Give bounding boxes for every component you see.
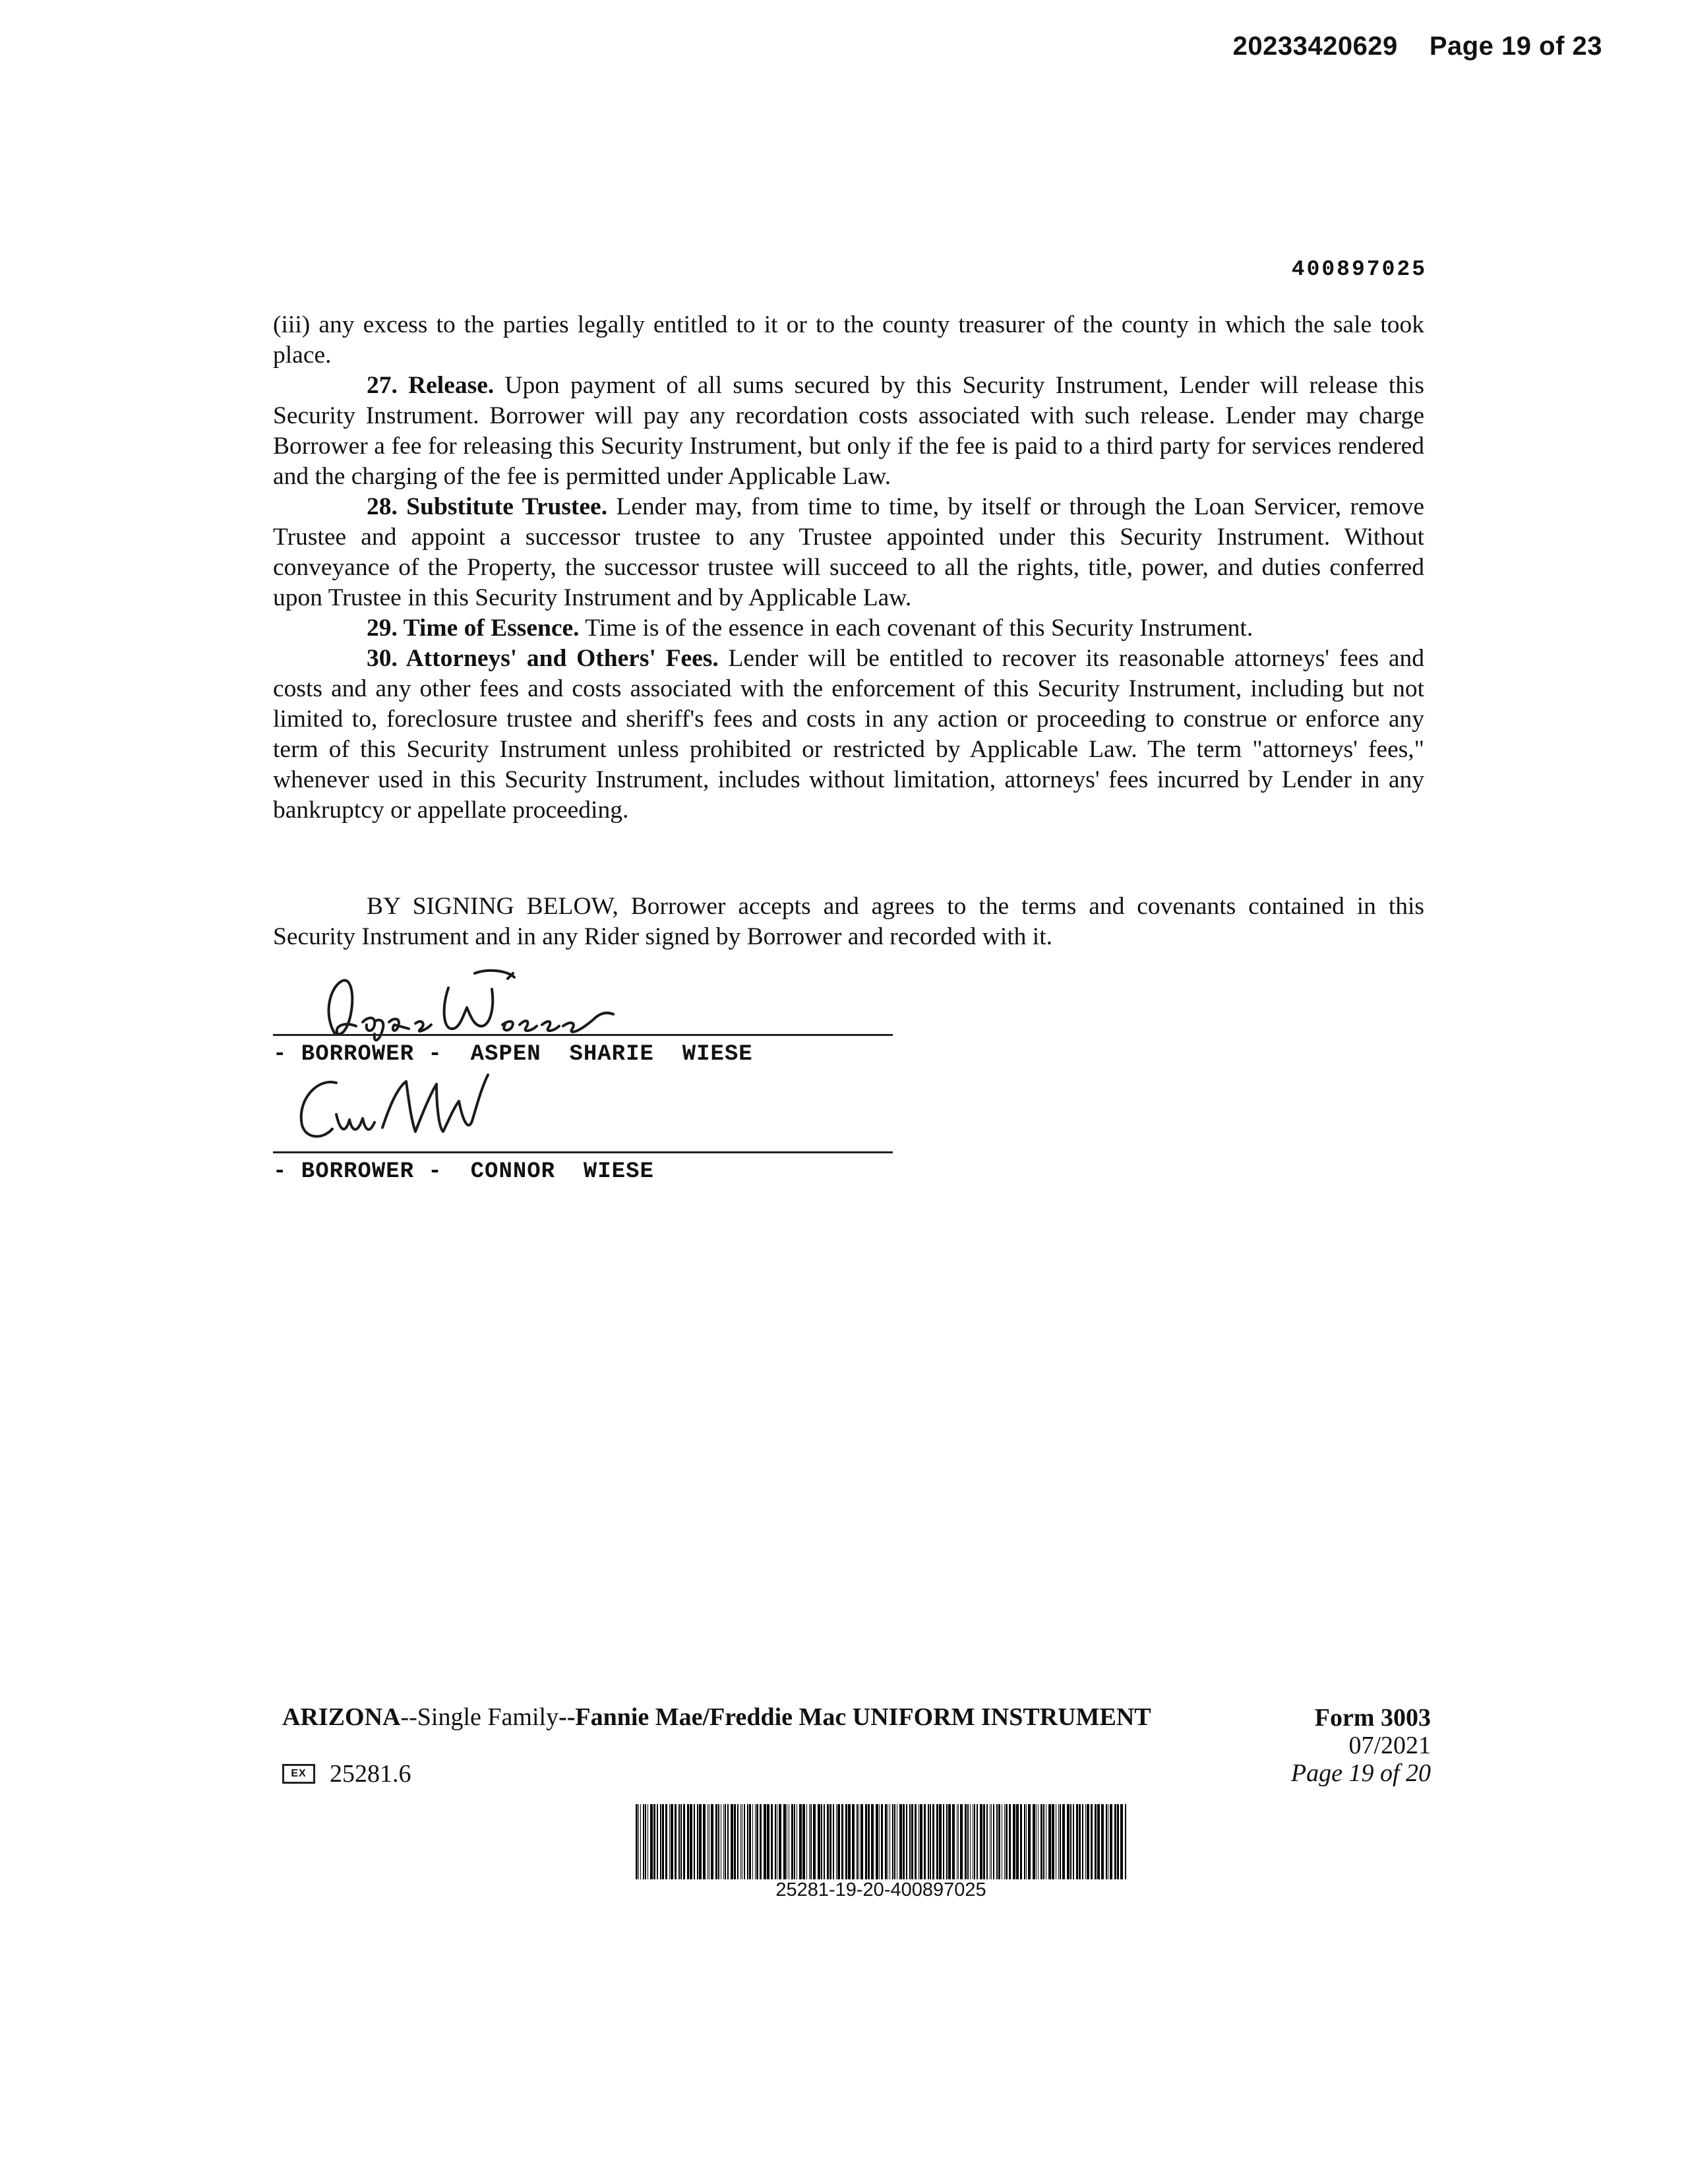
barcode-bar [857, 1804, 858, 1879]
barcode-bar [1026, 1804, 1027, 1879]
barcode-bar [1091, 1804, 1093, 1879]
section-30 [273, 644, 1424, 826]
barcode-bar [779, 1804, 781, 1879]
barcode-bar [915, 1804, 917, 1879]
barcode-bar [715, 1804, 717, 1879]
barcode-bar [829, 1804, 831, 1879]
barcode-bar [662, 1804, 664, 1879]
barcode-bar [752, 1804, 753, 1879]
barcode-bar [991, 1804, 992, 1879]
barcode-bar [998, 1804, 1000, 1879]
barcode-bar [848, 1804, 851, 1879]
section-29 [273, 613, 1424, 644]
barcode-bar [983, 1804, 985, 1879]
barcode-bar [671, 1804, 673, 1879]
barcode-bar [1082, 1804, 1083, 1879]
barcode-bar [1076, 1804, 1078, 1879]
form-title [282, 1703, 1151, 1732]
barcode-bar [1087, 1804, 1089, 1879]
loan-number: 400897025 [1291, 257, 1427, 282]
barcode-bar [885, 1804, 887, 1879]
barcode-bar [1085, 1804, 1086, 1879]
form-date: 07/2021 [1348, 1732, 1431, 1759]
barcode-bar [906, 1804, 907, 1879]
barcode-bar [930, 1804, 931, 1879]
barcode-bar [723, 1804, 724, 1879]
borrower-label-1: - BORROWER - ASPEN SHARIE WIESE [273, 1042, 753, 1067]
section-29-text: Time is of the essence in each covenant of this Security Instrument. [579, 615, 1253, 642]
section-30-heading: 30. Attorneys' and Others' Fees. [367, 645, 719, 672]
barcode-bar [1043, 1804, 1044, 1879]
barcode-bar [760, 1804, 762, 1879]
ex-document-icon: EX [282, 1764, 315, 1784]
barcode-bar [965, 1804, 967, 1879]
barcode-bar [928, 1804, 929, 1879]
barcode-bar [892, 1804, 893, 1879]
barcode-bar [824, 1804, 825, 1879]
barcode-bar [943, 1804, 944, 1879]
barcode-bar [894, 1804, 895, 1879]
paragraph-iii: (iii) any excess to the parties legally entitled to it or to the county treasurer of the county in which the sale took place. [273, 311, 1424, 369]
section-27 [273, 371, 1424, 492]
barcode-bar [871, 1804, 874, 1879]
barcode-bar [678, 1804, 680, 1879]
document-body [273, 310, 1424, 826]
section-30-text: Lender will be entitled to recover its reasonable attorneys' fees and costs and any other fees and costs associated with the enforcement of this Security Instrument, including but not limited to, foreclosure trustee and sheriff's fees and costs in any action or proceeding to construe or enforce any term of this Security Instrument unless prohibited or restricted by Applicable Law. The term "attorneys' fees," whenever used in this Security Instrument, includes without limitation, attorneys' fees incurred by Lender in any bankruptcy or appellate proceeding. [273, 645, 1424, 824]
barcode-bar [1048, 1804, 1051, 1879]
barcode-bar [1036, 1804, 1037, 1879]
recording-number: 20233420629 [1232, 32, 1398, 61]
barcode-bar [699, 1804, 702, 1879]
barcode-bar [731, 1804, 733, 1879]
document-code-number: 25281.6 [330, 1760, 411, 1788]
section-29-heading: 29. Time of Essence. [367, 615, 580, 642]
barcode-bar [791, 1804, 793, 1879]
barcode-bar [657, 1804, 658, 1879]
barcode-bar [841, 1804, 843, 1879]
barcode-bar [924, 1804, 926, 1879]
barcode-bar [727, 1804, 729, 1879]
barcode-bar [697, 1804, 698, 1879]
barcode-bar [767, 1804, 769, 1879]
barcode-bar [775, 1804, 776, 1879]
barcode-bar [833, 1804, 834, 1879]
barcode-bar [876, 1804, 878, 1879]
barcode-bar [653, 1804, 655, 1879]
barcode-bar [1062, 1804, 1065, 1879]
barcode-bar [1079, 1804, 1081, 1879]
barcode-bar [970, 1804, 971, 1879]
barcode-bar [1058, 1804, 1059, 1879]
section-27-text: Upon payment of all sums secured by this Security Instrument, Lender will release this Security Instrument. Borrower will pay any recordation costs associated with such release. Lender may charge Borrower a fee for releasing this Security Instrument, but only if the fee is paid to a third party for services rendered and the charging of the fee is permitted under Applicable Law. [273, 372, 1425, 490]
barcode-bar [980, 1804, 982, 1879]
barcode-bar [636, 1804, 638, 1879]
barcode-bar [1106, 1804, 1107, 1879]
barcode-bar [690, 1804, 692, 1879]
barcode-bar [643, 1804, 644, 1879]
barcode-bar [1033, 1804, 1035, 1879]
barcode-bar [1060, 1804, 1061, 1879]
barcode-bar [747, 1804, 748, 1879]
barcode-bar [1125, 1804, 1126, 1879]
barcode-bar [1070, 1804, 1071, 1879]
barcode-bar [845, 1804, 847, 1879]
barcode-bar [694, 1804, 695, 1879]
form-state: ARIZONA [282, 1703, 401, 1731]
barcode-bar [865, 1804, 867, 1879]
barcode-bar [936, 1804, 938, 1879]
barcode-bar [1114, 1804, 1116, 1879]
barcode-bar [860, 1804, 863, 1879]
barcode-bar [756, 1804, 758, 1879]
barcode-bar [909, 1804, 911, 1879]
barcode-bar [1052, 1804, 1054, 1879]
barcode-bar [802, 1804, 805, 1879]
barcode-bar [809, 1804, 810, 1879]
form-separator: -- [400, 1703, 417, 1731]
barcode-bar [669, 1804, 670, 1879]
section-27-heading: 27. Release. [367, 372, 495, 399]
form-info [1291, 1704, 1431, 1787]
barcode-bar [852, 1804, 855, 1879]
barcode-bar [1004, 1804, 1005, 1879]
barcode-bar [1013, 1804, 1015, 1879]
barcode-bar [881, 1804, 883, 1879]
barcode-bar [903, 1804, 905, 1879]
barcode-bar [996, 1804, 998, 1879]
barcode [636, 1804, 1126, 1879]
signing-statement: BY SIGNING BELOW, Borrower accepts and agrees to the terms and covenants contained in this Security Instrument and in any Rider signed by Borrower and recorded with it. [273, 893, 1424, 950]
signature-connor-wiese [290, 1068, 508, 1147]
barcode-bar [868, 1804, 870, 1879]
form-page: Page 19 of 20 [1290, 1759, 1431, 1787]
barcode-bar [1110, 1804, 1112, 1879]
barcode-bar [879, 1804, 880, 1879]
barcode-bar [1038, 1804, 1039, 1879]
barcode-bar [960, 1804, 963, 1879]
barcode-bar [680, 1804, 682, 1879]
barcode-bar [687, 1804, 689, 1879]
section-28-text: Lender may, from time to time, by itself or through the Loan Servicer, remove Trustee and appoint a successor trustee to any Trustee appointed under this Security Instrument. Without conveyance of the Property, the successor trustee will succeed to all the rights, title, power, and duties conferred upon Trustee in this Security Instrument and by Applicable Law. [273, 493, 1424, 611]
barcode-bar [948, 1804, 951, 1879]
barcode-bar [1073, 1804, 1074, 1879]
form-instrument: Fannie Mae/Freddie Mac UNIFORM INSTRUMENT [575, 1703, 1151, 1731]
barcode-bar [813, 1804, 816, 1879]
barcode-bar [755, 1804, 756, 1879]
barcode-bar [932, 1804, 934, 1879]
barcode-bar [837, 1804, 840, 1879]
barcode-bar [1028, 1804, 1031, 1879]
barcode-bar [640, 1804, 641, 1879]
barcode-bar [993, 1804, 994, 1879]
barcode-bar [1117, 1804, 1119, 1879]
barcode-bar [764, 1804, 766, 1879]
form-family: Single Family [417, 1703, 559, 1731]
signature-line-2 [273, 1151, 893, 1153]
barcode-bar [638, 1804, 639, 1879]
barcode-bar [675, 1804, 677, 1879]
barcode-bar [952, 1804, 955, 1879]
barcode-bar [660, 1804, 661, 1879]
barcode-bar [836, 1804, 837, 1879]
barcode-bar [818, 1804, 820, 1879]
barcode-bar [1095, 1804, 1097, 1879]
barcode-bar [911, 1804, 913, 1879]
barcode-bar [1040, 1804, 1042, 1879]
barcode-bar [799, 1804, 802, 1879]
barcode-bar [806, 1804, 807, 1879]
barcode-bar [1097, 1804, 1100, 1879]
barcode-bar [1101, 1804, 1104, 1879]
form-separator-2: -- [558, 1703, 576, 1731]
barcode-bar [711, 1804, 713, 1879]
barcode-bar [645, 1804, 646, 1879]
barcode-bar [783, 1804, 786, 1879]
recording-page-label: Page 19 of 23 [1429, 32, 1602, 61]
barcode-bar [771, 1804, 773, 1879]
barcode-bar [1067, 1804, 1070, 1879]
barcode-bar [889, 1804, 890, 1879]
barcode-bar [899, 1804, 902, 1879]
barcode-bar [703, 1804, 706, 1879]
document-code [282, 1759, 411, 1788]
barcode-bar [683, 1804, 685, 1879]
barcode-bar [977, 1804, 978, 1879]
barcode-bar [744, 1804, 745, 1879]
barcode-bar [827, 1804, 829, 1879]
barcode-bar [740, 1804, 741, 1879]
section-28-heading: 28. Substitute Trustee. [367, 493, 608, 520]
barcode-bar [946, 1804, 948, 1879]
barcode-bar [958, 1804, 959, 1879]
barcode-bar [967, 1804, 969, 1879]
borrower-label-2: - BORROWER - CONNOR WIESE [273, 1159, 654, 1184]
barcode-bar [650, 1804, 653, 1879]
recording-header [1233, 32, 1602, 61]
barcode-bar [794, 1804, 795, 1879]
barcode-bar [737, 1804, 738, 1879]
barcode-bar [725, 1804, 726, 1879]
barcode-bar [939, 1804, 942, 1879]
section-28 [273, 492, 1424, 613]
barcode-bar [810, 1804, 812, 1879]
barcode-bar [734, 1804, 736, 1879]
barcode-bar [920, 1804, 922, 1879]
barcode-bar [1006, 1804, 1008, 1879]
barcode-bar [665, 1804, 667, 1879]
barcode-bar [1120, 1804, 1123, 1879]
barcode-bar [821, 1804, 822, 1879]
barcode-bar [749, 1804, 751, 1879]
barcode-bar [1016, 1804, 1019, 1879]
barcode-bar [986, 1804, 988, 1879]
barcode-bar [1024, 1804, 1025, 1879]
barcode-text: 25281-19-20-400897025 [775, 1879, 986, 1900]
form-number: Form 3003 [1314, 1704, 1431, 1732]
barcode-bar [1020, 1804, 1022, 1879]
barcode-bar [1009, 1804, 1011, 1879]
signature-line-1 [273, 1034, 893, 1036]
barcode-bar [974, 1804, 975, 1879]
barcode-bar [718, 1804, 719, 1879]
